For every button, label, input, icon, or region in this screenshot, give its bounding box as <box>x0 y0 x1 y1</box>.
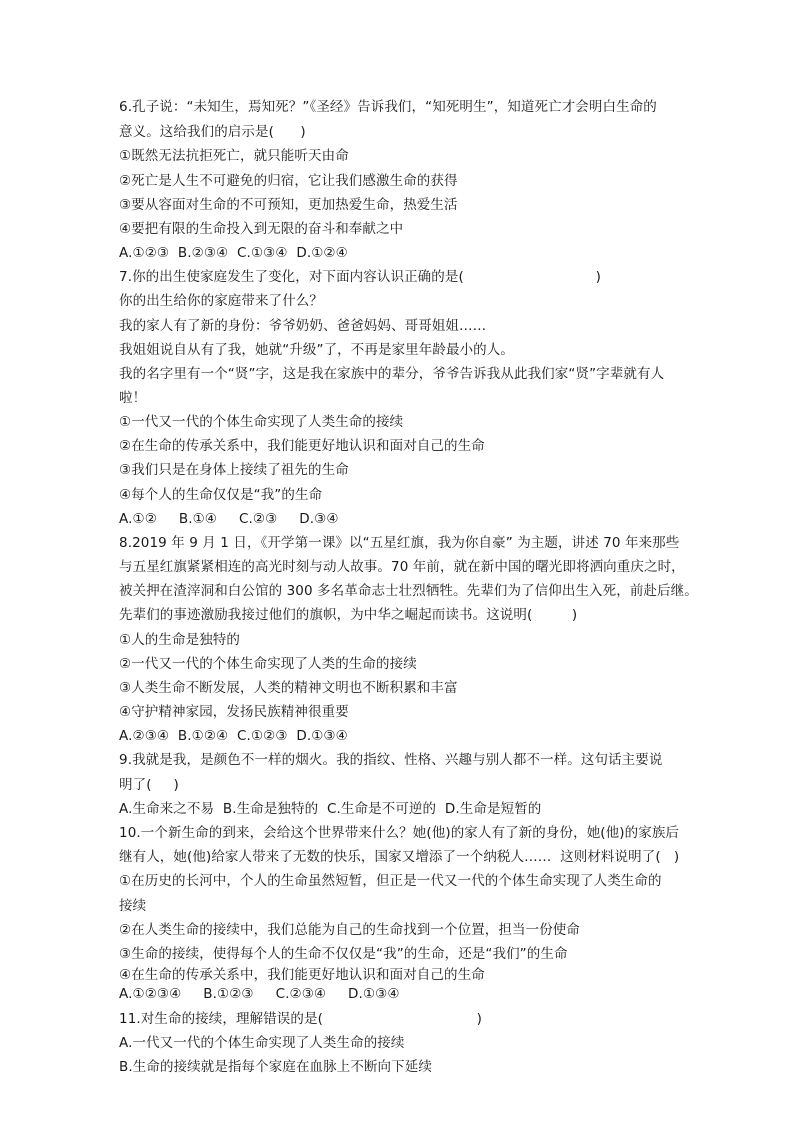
q9-options: A.生命来之不易 B.生命是独特的 C.生命是不可逆的 D.生命是短暂的 <box>119 801 542 817</box>
q10-statement-4: ④在生命的传承关系中，我们能更好地认识和面对自己的生命 <box>119 967 485 983</box>
q10-statement-3: ③生命的接续，使得每个人的生命不仅仅是“我”的生命，还是“我们”的生命 <box>119 946 568 962</box>
q7-material-1: 你的出生给你的家庭带来了什么？ <box>119 293 323 309</box>
q7-material-4a: 我的名字里有一个“贤”字，这是我在家族中的辈分，爷爷告诉我从此我们家“贤”字辈就有人 <box>119 366 665 382</box>
q7-material-3: 我姐姐说自从有了我，她就“升级”了，不再是家里年龄最小的人。 <box>119 342 514 358</box>
q10-stem-line-1: 10.一个新生命的到来，会给这个世界带来什么？她(他)的家人有了新的身份，她(他)的家族后 <box>119 825 680 841</box>
q8-stem-line-4: 先辈们的事迹激励我接过他们的旗帜，为中华之崛起而读书。这说明( ) <box>119 607 578 623</box>
q7-statement-4: ④每个人的生命仅仅是“我”的生命 <box>119 487 323 503</box>
q7-statement-2: ②在生命的传承关系中，我们能更好地认识和面对自己的生命 <box>119 438 485 454</box>
q10-statement-2: ②在人类生命的接续中，我们总能为自己的生命找到一个位置，担当一份使命 <box>119 922 581 938</box>
q8-statement-1: ①人的生命是独特的 <box>119 632 241 648</box>
q11-stem: 11.对生命的接续，理解错误的是( ) <box>119 1011 482 1027</box>
q8-stem-line-2: 与五星红旗紧紧相连的高光时刻与动人故事。70 年前，就在新中国的曙光即将洒向重庆之时， <box>119 559 685 575</box>
q10-statement-1b: 接续 <box>119 898 147 914</box>
q6-statement-3: ③要从容面对生命的不可预知，更加热爱生命，热爱生活 <box>119 197 458 213</box>
q11-option-a: A.一代又一代的个体生命实现了人类生命的接续 <box>119 1035 405 1051</box>
q10-options: A.①②③④ B.①②③ C.②③④ D.①③④ <box>119 986 400 1002</box>
q6-options: A.①②③ B.②③④ C.①③④ D.①②④ <box>119 245 348 261</box>
q10-statement-1a: ①在历史的长河中，个人的生命虽然短暂，但正是一代又一代的个体生命实现了人类生命的 <box>119 873 662 889</box>
q6-stem-line-2: 意义。这给我们的启示是( ) <box>119 124 306 140</box>
q6-statement-4: ④要把有限的生命投入到无限的奋斗和奉献之中 <box>119 221 404 237</box>
q8-statement-4: ④守护精神家园，发扬民族精神很重要 <box>119 704 349 720</box>
q9-stem-line-2: 明了( ) <box>119 777 179 793</box>
q6-statement-2: ②死亡是人生不可避免的归宿，它让我们感激生命的获得 <box>119 173 458 189</box>
q6-stem-line-1: 6.孔子说：“未知生，焉知死？”《圣经》告诉我们，“知死明生”，知道死亡才会明白生命的 <box>119 99 657 115</box>
q7-material-4b: 啦！ <box>119 390 147 406</box>
q7-stem: 7.你的出生使家庭发生了变化，对下面内容认识正确的是( ) <box>119 269 601 285</box>
q8-stem-line-1: 8.2019 年 9 月 1 日，《开学第一课》以“五星红旗，我为你自豪” 为主题，讲述 70 年来那些 <box>119 535 680 551</box>
q7-statement-3: ③我们只是在身体上接续了祖先的生命 <box>119 462 349 478</box>
q7-statement-1: ①一代又一代的个体生命实现了人类生命的接续 <box>119 414 404 430</box>
q7-options: A.①② B.①④ C.②③ D.③④ <box>119 511 339 527</box>
q9-stem-line-1: 9.我就是我，是颜色不一样的烟火。我的指纹、性格、兴趣与别人都不一样。这句话主要说 <box>119 752 663 768</box>
q11-option-b: B.生命的接续就是指每个家庭在血脉上不断向下延续 <box>119 1059 432 1075</box>
q8-statement-2: ②一代又一代的个体生命实现了人类的生命的接续 <box>119 656 417 672</box>
q6-statement-1: ①既然无法抗拒死亡，就只能听天由命 <box>119 148 349 164</box>
q8-stem-line-3: 被关押在渣滓洞和白公馆的 300 多名革命志士壮烈牺牲。先辈们为了信仰出生入死，前赴后继。 <box>119 583 698 599</box>
q8-options: A.②③④ B.①②④ C.①②③ D.①③④ <box>119 728 348 744</box>
q8-statement-3: ③人类生命不断发展，人类的精神文明也不断积累和丰富 <box>119 680 458 696</box>
q10-stem-line-2: 继有人，她(他)给家人带来了无数的快乐，国家又增添了一个纳税人…… 这则材料说明了( ) <box>119 849 680 865</box>
q7-material-2: 我的家人有了新的身份：爷爷奶奶、爸爸妈妈、哥哥姐姐…… <box>119 318 487 334</box>
